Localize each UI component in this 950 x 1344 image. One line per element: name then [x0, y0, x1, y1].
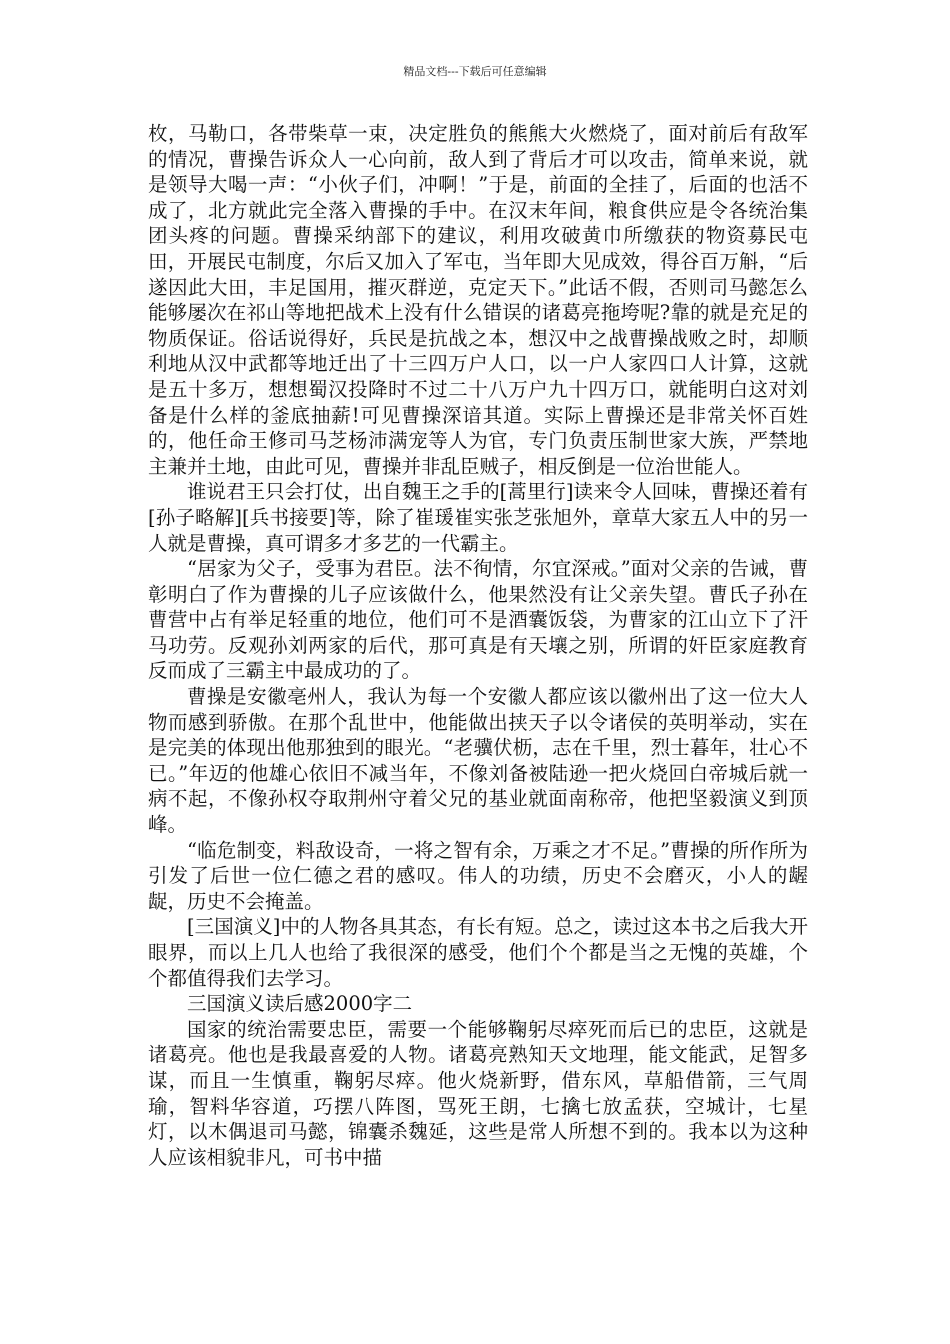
- paragraph: 国家的统治需要忠臣，需要一个能够鞠躬尽瘁死而后已的忠臣，这就是诸葛亮。他也是我最喜爱的人物。诸葛亮熟知天文地理，能文能武，足智多谋，而且一生慎重，鞠躬尽瘁。他火烧新野，借东风，草船借箭，三气周瑜，智料华容道，巧摆八阵图，骂死王朗，七擒七放孟获，空城计，七星灯，以木偶退司马懿，锦囊杀魏延，这些是常人所想不到的。我本以为这种人应该相貌非凡，可书中描: [148, 1017, 808, 1169]
- section-heading: 三国演义读后感2000字二: [187, 992, 413, 1016]
- paragraph: “居家为父子，受事为君臣。法不徇情，尔宜深戒。”面对父亲的告诫，曹彰明白了作为曹操的儿子应该做什么，他果然没有让父亲失望。曹氏子孙在曹营中占有举足轻重的地位，他们可不是酒囊饭袋，为曹家的江山立下了汗马功劳。反观孙刘两家的后代，那可真是有天壤之别，所谓的奸臣家庭教育反而成了三霸主中最成功的了。: [148, 557, 808, 683]
- paragraph: 谁说君王只会打仗，出自魏王之手的[蒿里行]读来令人回味，曹操还着有[孙子略解][兵书接要]等，除了崔瑗崔实张芝张旭外，章草大家五人中的另一人就是曹操，真可谓多才多艺的一代霸主。: [148, 480, 808, 555]
- paragraph: “临危制变，料敌设奇，一将之智有余，万乘之才不足。”曹操的所作所为引发了后世一位仁德之君的感叹。伟人的功绩，历史不会磨灭，小人的龌龊，历史不会掩盖。: [148, 838, 808, 913]
- article-body: [148, 121, 808, 1170]
- paragraph: 枚，马勒口，各带柴草一束，决定胜负的熊熊大火燃烧了，面对前后有敌军的情况，曹操告诉众人一心向前，敌人到了背后才可以攻击，简单来说，就是领导大喝一声：“小伙子们，冲啊！”于是，前面的全挂了，后面的也活不成了，北方就此完全落入曹操的手中。在汉末年间，粮食供应是令各统治集团头疼的问题。曹操采纳部下的建议，利用攻破黄巾所缴获的物资募民屯田，开展民屯制度，尔后又加入了军屯，当年即大见成效，得谷百万斛，“后遂因此大田，丰足国用，摧灭群逆，克定天下。”此话不假，否则司马懿怎么能够屡次在祁山等地把战术上没有什么错误的诸葛亮拖垮呢?靠的就是充足的物质保证。俗话说得好，兵民是抗战之本，想汉中之战曹操战败之时，却顺利地从汉中武都等地迁出了十三四万户人口，以一户人家四口人计算，这就是五十多万，想想蜀汉投降时不过二十八万户九十四万口，就能明白这对刘备是什么样的釜底抽薪!可见曹操深谙其道。实际上曹操还是非常关怀百姓的，他任命王修司马芝杨沛满宠等人为官，专门负责压制世家大族，严禁地主兼并土地，由此可见，曹操并非乱臣贼子，相反倒是一位治世能人。: [148, 122, 808, 478]
- paragraph: 曹操是安徽亳州人，我认为每一个安徽人都应该以徽州出了这一位大人物而感到骄傲。在那个乱世中，他能做出挟天子以令诸侯的英明举动，实在是完美的体现出他那独到的眼光。“老骥伏枥，志在千里，烈士暮年，壮心不已。”年迈的他雄心依旧不减当年，不像刘备被陆逊一把火烧回白帝城后就一病不起，不像孙权夺取荆州守着父兄的基业就面南称帝，他把坚毅演义到顶峰。: [148, 685, 808, 837]
- page-header: 精品文档---下载后可任意编辑: [403, 65, 547, 78]
- paragraph: [三国演义]中的人物各具其态，有长有短。总之，读过这本书之后我大开眼界，而以上几人也给了我很深的感受，他们个个都是当之无愧的英雄，个个都值得我们去学习。: [148, 915, 808, 990]
